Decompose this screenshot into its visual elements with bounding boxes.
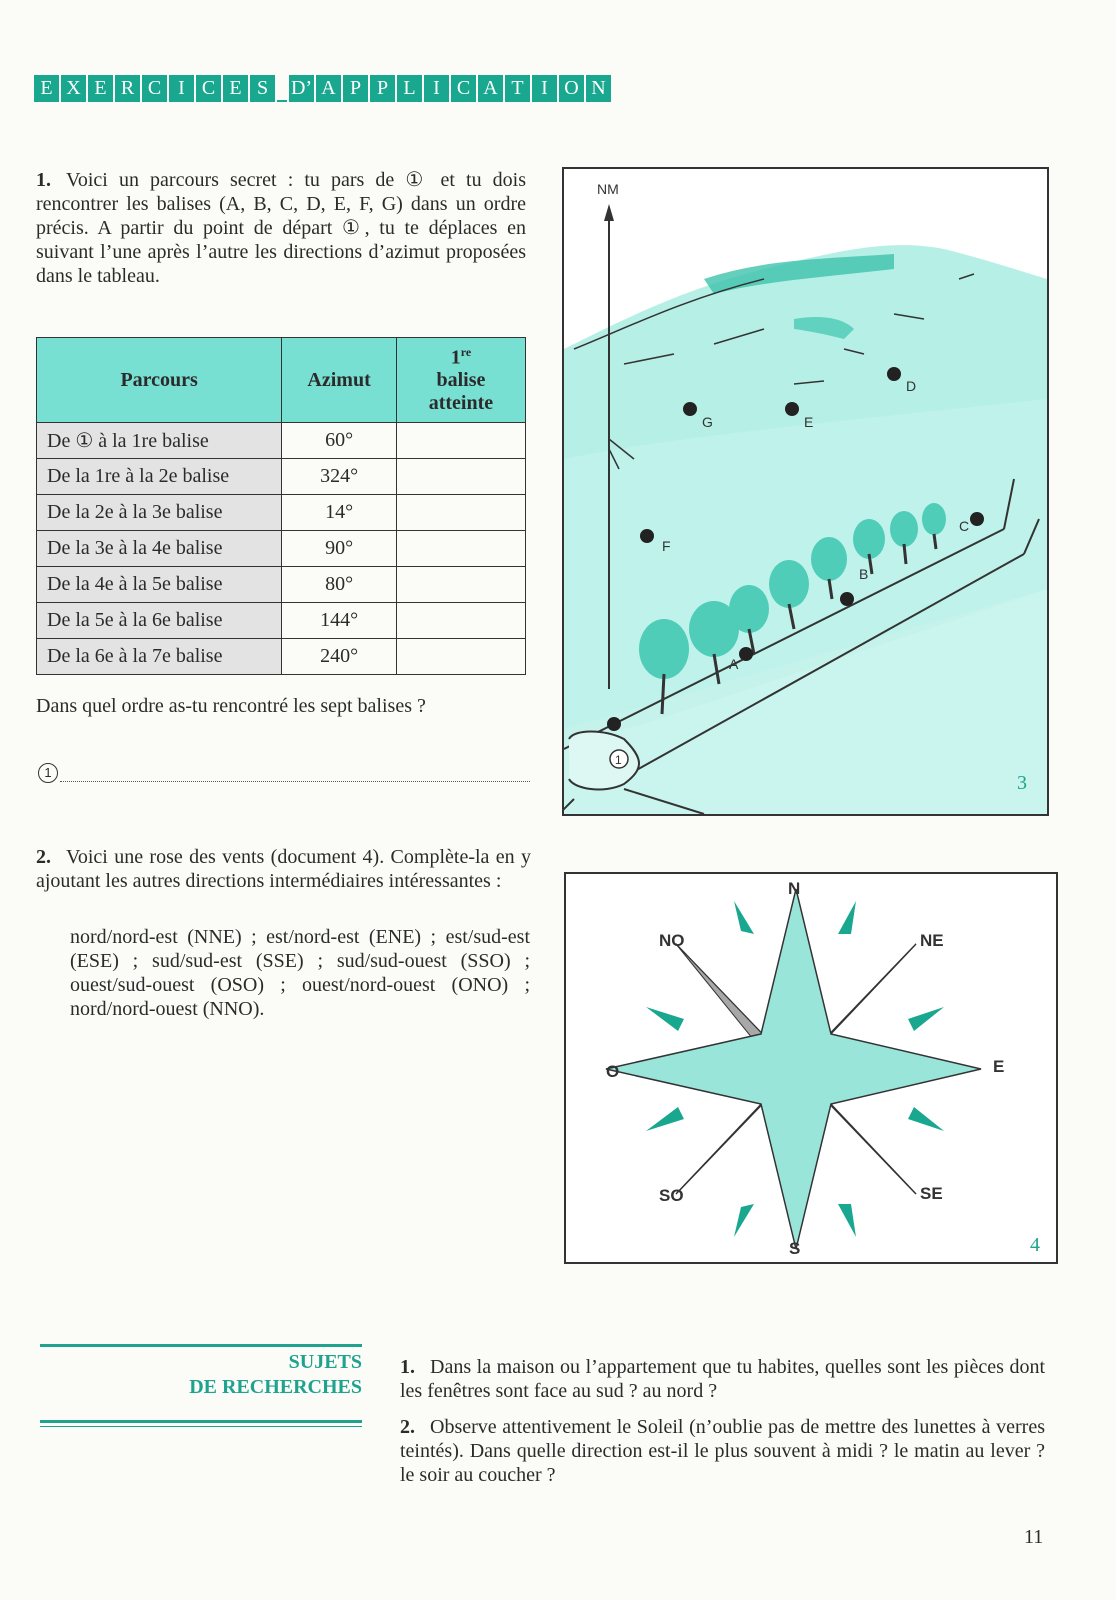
header-letter: C <box>142 75 167 102</box>
azimut-value: 324° <box>282 459 397 495</box>
header-letter: N <box>586 75 611 102</box>
header-letter: A <box>316 75 341 102</box>
route-desc: De la 6e à la 7e balise <box>37 639 282 675</box>
exercise-1-question: Dans quel ordre as-tu rencontré les sept balises ? <box>36 695 426 717</box>
route-desc: De la 5e à la 6e balise <box>37 603 282 639</box>
header-letter: A <box>478 75 503 102</box>
header-letter: O <box>559 75 584 102</box>
table-row <box>37 639 526 675</box>
figure-4-compass-rose <box>564 872 1058 1264</box>
svg-text:D: D <box>906 378 917 394</box>
svg-text:F: F <box>662 538 671 554</box>
header-letter: E <box>88 75 113 102</box>
col-header-balise: 1re balise atteinte <box>396 338 525 423</box>
table-row <box>37 567 526 603</box>
header-letter: P <box>343 75 368 102</box>
map-illustration <box>564 169 1047 814</box>
header-letter: C <box>196 75 221 102</box>
compass-rose <box>566 874 1056 1262</box>
header-letter: C <box>451 75 476 102</box>
research-item-1: 1. Dans la maison ou l’appartement que tu habites, quelles sont les pièces dont les fenêtres sont face au sud ? au nord ? <box>400 1356 1045 1402</box>
research-item-2: 2. Observe attentivement le Soleil (n’oublie pas de mettre des lunettes à verres teintés). Dans quelle direction est-il le plus souvent à midi ? le matin au lever ? le soir au coucher ? <box>400 1416 1045 1486</box>
svg-text:SE: SE <box>920 1184 943 1203</box>
header-letter: I <box>169 75 194 102</box>
balise-answer-cell[interactable] <box>396 459 525 495</box>
route-desc: De la 1re à la 2e balise <box>37 459 282 495</box>
svg-text:1: 1 <box>615 753 622 767</box>
azimut-value: 144° <box>282 603 397 639</box>
col-header-parcours: Parcours <box>37 338 282 423</box>
azimut-value: 240° <box>282 639 397 675</box>
exercise-1-number: 1. <box>36 169 51 191</box>
svg-text:N: N <box>788 879 801 898</box>
svg-text:E: E <box>993 1057 1005 1076</box>
balise-answer-cell[interactable] <box>396 495 525 531</box>
route-desc: De la 4e à la 5e balise <box>37 567 282 603</box>
table-row <box>37 603 526 639</box>
answer-line[interactable] <box>60 780 530 782</box>
header-letter: P <box>370 75 395 102</box>
table-row <box>37 495 526 531</box>
header-letter: E <box>34 75 59 102</box>
azimut-value: 14° <box>282 495 397 531</box>
azimut-value: 90° <box>282 531 397 567</box>
svg-text:B: B <box>859 566 869 582</box>
route-table <box>36 337 526 675</box>
exercise-1-text: 1. Voici un parcours secret : tu pars de ① et tu dois rencontrer les balises (A, B, C, D, E, F, G) dans un ordre précis. A partir du point de départ ①, tu te déplaces en suivant l’une après l’autre les directions d’azimut proposées dans le tableau. <box>36 169 527 287</box>
header-letter: E <box>223 75 248 102</box>
table-row <box>37 423 526 459</box>
col-header-azimut: Azimut <box>282 338 397 423</box>
balise-answer-cell[interactable] <box>396 531 525 567</box>
exercise-2-list: nord/nord-est (NNE) ; est/nord-est (ENE) ; est/sud-est (ESE) ; sud/sud-est (SSE) ; sud/sud-ouest (SSO) ; ouest/sud-ouest (OSO) ; ouest/nord-ouest (ONO) ; nord/nord-ouest (NNO). <box>70 926 530 1020</box>
route-desc: De la 3e à la 4e balise <box>37 531 282 567</box>
azimut-value: 60° <box>282 423 397 459</box>
svg-text:A: A <box>729 656 739 672</box>
header-letter: L <box>397 75 422 102</box>
svg-text:NM: NM <box>597 181 619 197</box>
svg-text:E: E <box>804 414 814 430</box>
svg-text:C: C <box>959 518 970 534</box>
header-letter: X <box>61 75 86 102</box>
svg-text:SO: SO <box>659 1186 684 1205</box>
balise-answer-cell[interactable] <box>396 603 525 639</box>
route-desc: De la 2e à la 3e balise <box>37 495 282 531</box>
header-letter: I <box>532 75 557 102</box>
research-section-title: SUJETS DE RECHERCHES <box>40 1350 362 1400</box>
azimut-value: 80° <box>282 567 397 603</box>
figure-3-map <box>562 167 1049 816</box>
exercise-2-number: 2. <box>36 846 51 868</box>
svg-text:NO: NO <box>659 931 685 950</box>
header-letter: T <box>505 75 530 102</box>
figure-4-number: 4 <box>1030 1234 1040 1256</box>
section-header-banner <box>34 75 611 102</box>
route-desc: De ① à la 1re balise <box>37 423 282 459</box>
table-row <box>37 459 526 495</box>
header-letter: D’ <box>289 75 314 102</box>
figure-3-number: 3 <box>1017 772 1027 794</box>
svg-text:NE: NE <box>920 931 944 950</box>
header-letter: I <box>424 75 449 102</box>
svg-text:G: G <box>702 414 713 430</box>
table-row <box>37 531 526 567</box>
answer-start-marker: 1 <box>38 763 58 783</box>
svg-text:O: O <box>606 1062 620 1081</box>
balise-answer-cell[interactable] <box>396 567 525 603</box>
balise-answer-cell[interactable] <box>396 423 525 459</box>
svg-text:S: S <box>789 1239 801 1258</box>
header-letter: S <box>250 75 275 102</box>
exercise-2-text <box>36 845 531 893</box>
header-gap <box>277 75 287 102</box>
header-letter: R <box>115 75 140 102</box>
exercise-2-intro: Voici une rose des vents (document 4). Complète-la en y ajoutant les autres directions intermédiaires intéressantes : <box>36 846 531 892</box>
balise-answer-cell[interactable] <box>396 639 525 675</box>
page-number: 11 <box>1024 1526 1044 1548</box>
